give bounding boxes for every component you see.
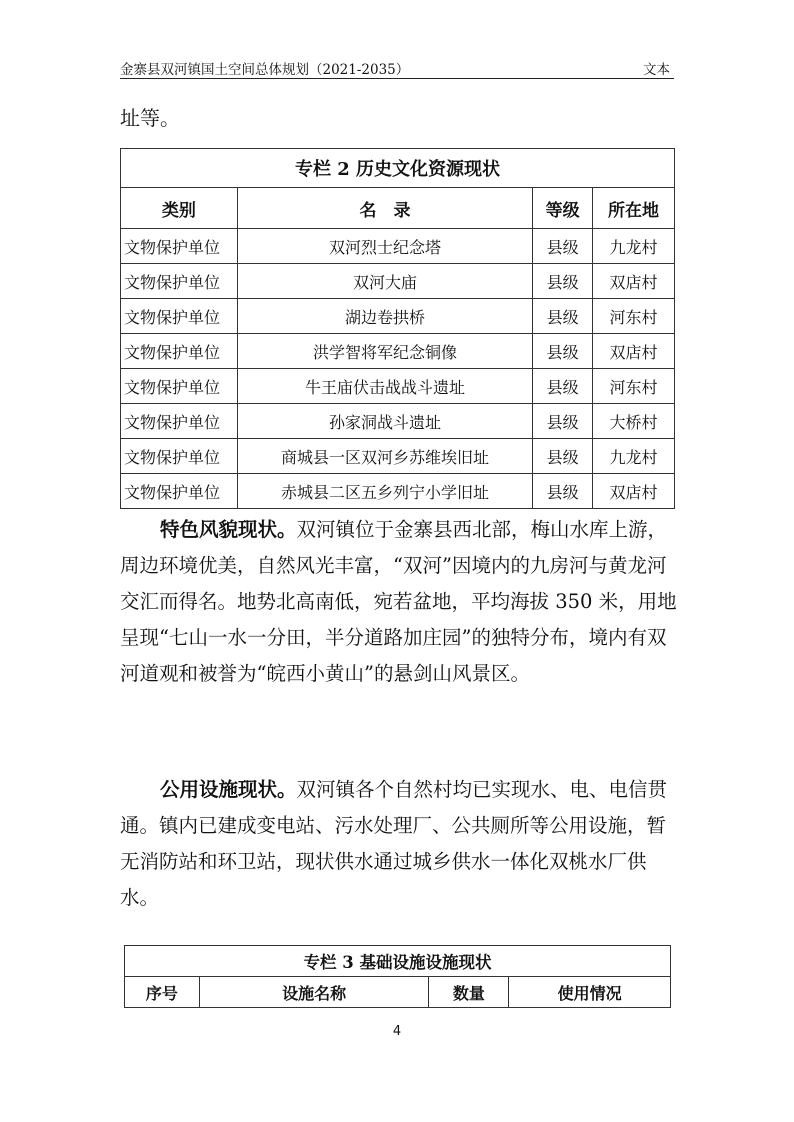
column-header-category: 类别 [121,188,238,229]
cell-level: 县级 [533,404,593,439]
cell-location: 双店村 [593,334,675,369]
cell-location: 双店村 [593,264,675,299]
column-header-location: 所在地 [593,188,675,229]
table-row [121,229,675,264]
table-row [121,369,675,404]
cell-location: 双店村 [593,474,675,509]
paragraph-text: 双河镇各个自然村均已实现水、电、电信贯通。镇内已建成变电站、污水处理厂、公共厕所等公用设施，暂无消防站和环卫站，现状供水通过城乡供水一体化双桃水厂供水。 [120,778,668,909]
paragraph-landscape [120,512,680,692]
table-row [121,264,675,299]
page-number: 4 [392,1024,402,1039]
cell-location: 河东村 [593,299,675,334]
infrastructure-table [124,945,671,1008]
column-header-facility: 设施名称 [199,977,429,1008]
cell-name: 双河烈士纪念塔 [237,229,532,264]
table-caption: 专栏 3 基础设施设施现状 [125,946,671,977]
table-caption: 专栏 2 历史文化资源现状 [121,149,675,188]
header-title: 金寨县双河镇国土空间总体规划（2021-2035） [120,62,410,78]
cell-location: 九龙村 [593,229,675,264]
cell-category: 文物保护单位 [121,474,238,509]
cell-level: 县级 [533,264,593,299]
historic-resources-table [120,148,675,509]
page-header [120,56,674,79]
column-header-usage: 使用情况 [509,977,671,1008]
cell-category: 文物保护单位 [121,404,238,439]
table-row [121,439,675,474]
cell-name: 赤城县二区五乡列宁小学旧址 [237,474,532,509]
cell-category: 文物保护单位 [121,334,238,369]
cell-category: 文物保护单位 [121,264,238,299]
cell-category: 文物保护单位 [121,299,238,334]
column-header-quantity: 数量 [429,977,509,1008]
cell-name: 孙家洞战斗遗址 [237,404,532,439]
cell-level: 县级 [533,334,593,369]
header-doc-type: 文本 [643,62,670,78]
cell-location: 大桥村 [593,404,675,439]
paragraph-label: 特色风貌现状。 [160,518,297,541]
cell-level: 县级 [533,369,593,404]
table-row [121,474,675,509]
cell-name: 商城县一区双河乡苏维埃旧址 [237,439,532,474]
cell-category: 文物保护单位 [121,439,238,474]
paragraph-text: 双河镇位于金寨县西北部，梅山水库上游，周边环境优美，自然风光丰富，“双河”因境内的九房河与黄龙河交汇而得名。地势北高南低，宛若盆地，平均海拔 350 米，用地呈现“七山一水一分田，半分道路加庄园”的独特分布，境内有双河道观和被誉为“皖西小黄山”的悬剑山风景区。 [120,518,677,685]
cell-level: 县级 [533,229,593,264]
cell-name: 湖边卷拱桥 [237,299,532,334]
cell-name: 双河大庙 [237,264,532,299]
cell-category: 文物保护单位 [121,369,238,404]
table-row [121,404,675,439]
cell-level: 县级 [533,474,593,509]
paragraph-utilities [120,772,680,916]
cell-category: 文物保护单位 [121,229,238,264]
table-row [121,334,675,369]
cell-level: 县级 [533,299,593,334]
cell-location: 河东村 [593,369,675,404]
cell-name: 牛王庙伏击战战斗遗址 [237,369,532,404]
lead-text: 址等。 [120,106,180,130]
cell-name: 洪学智将军纪念铜像 [237,334,532,369]
cell-location: 九龙村 [593,439,675,474]
column-header-name: 名 录 [237,188,532,229]
cell-level: 县级 [533,439,593,474]
paragraph-label: 公用设施现状。 [160,778,297,801]
column-header-level: 等级 [533,188,593,229]
column-header-index: 序号 [125,977,200,1008]
table-row [121,299,675,334]
